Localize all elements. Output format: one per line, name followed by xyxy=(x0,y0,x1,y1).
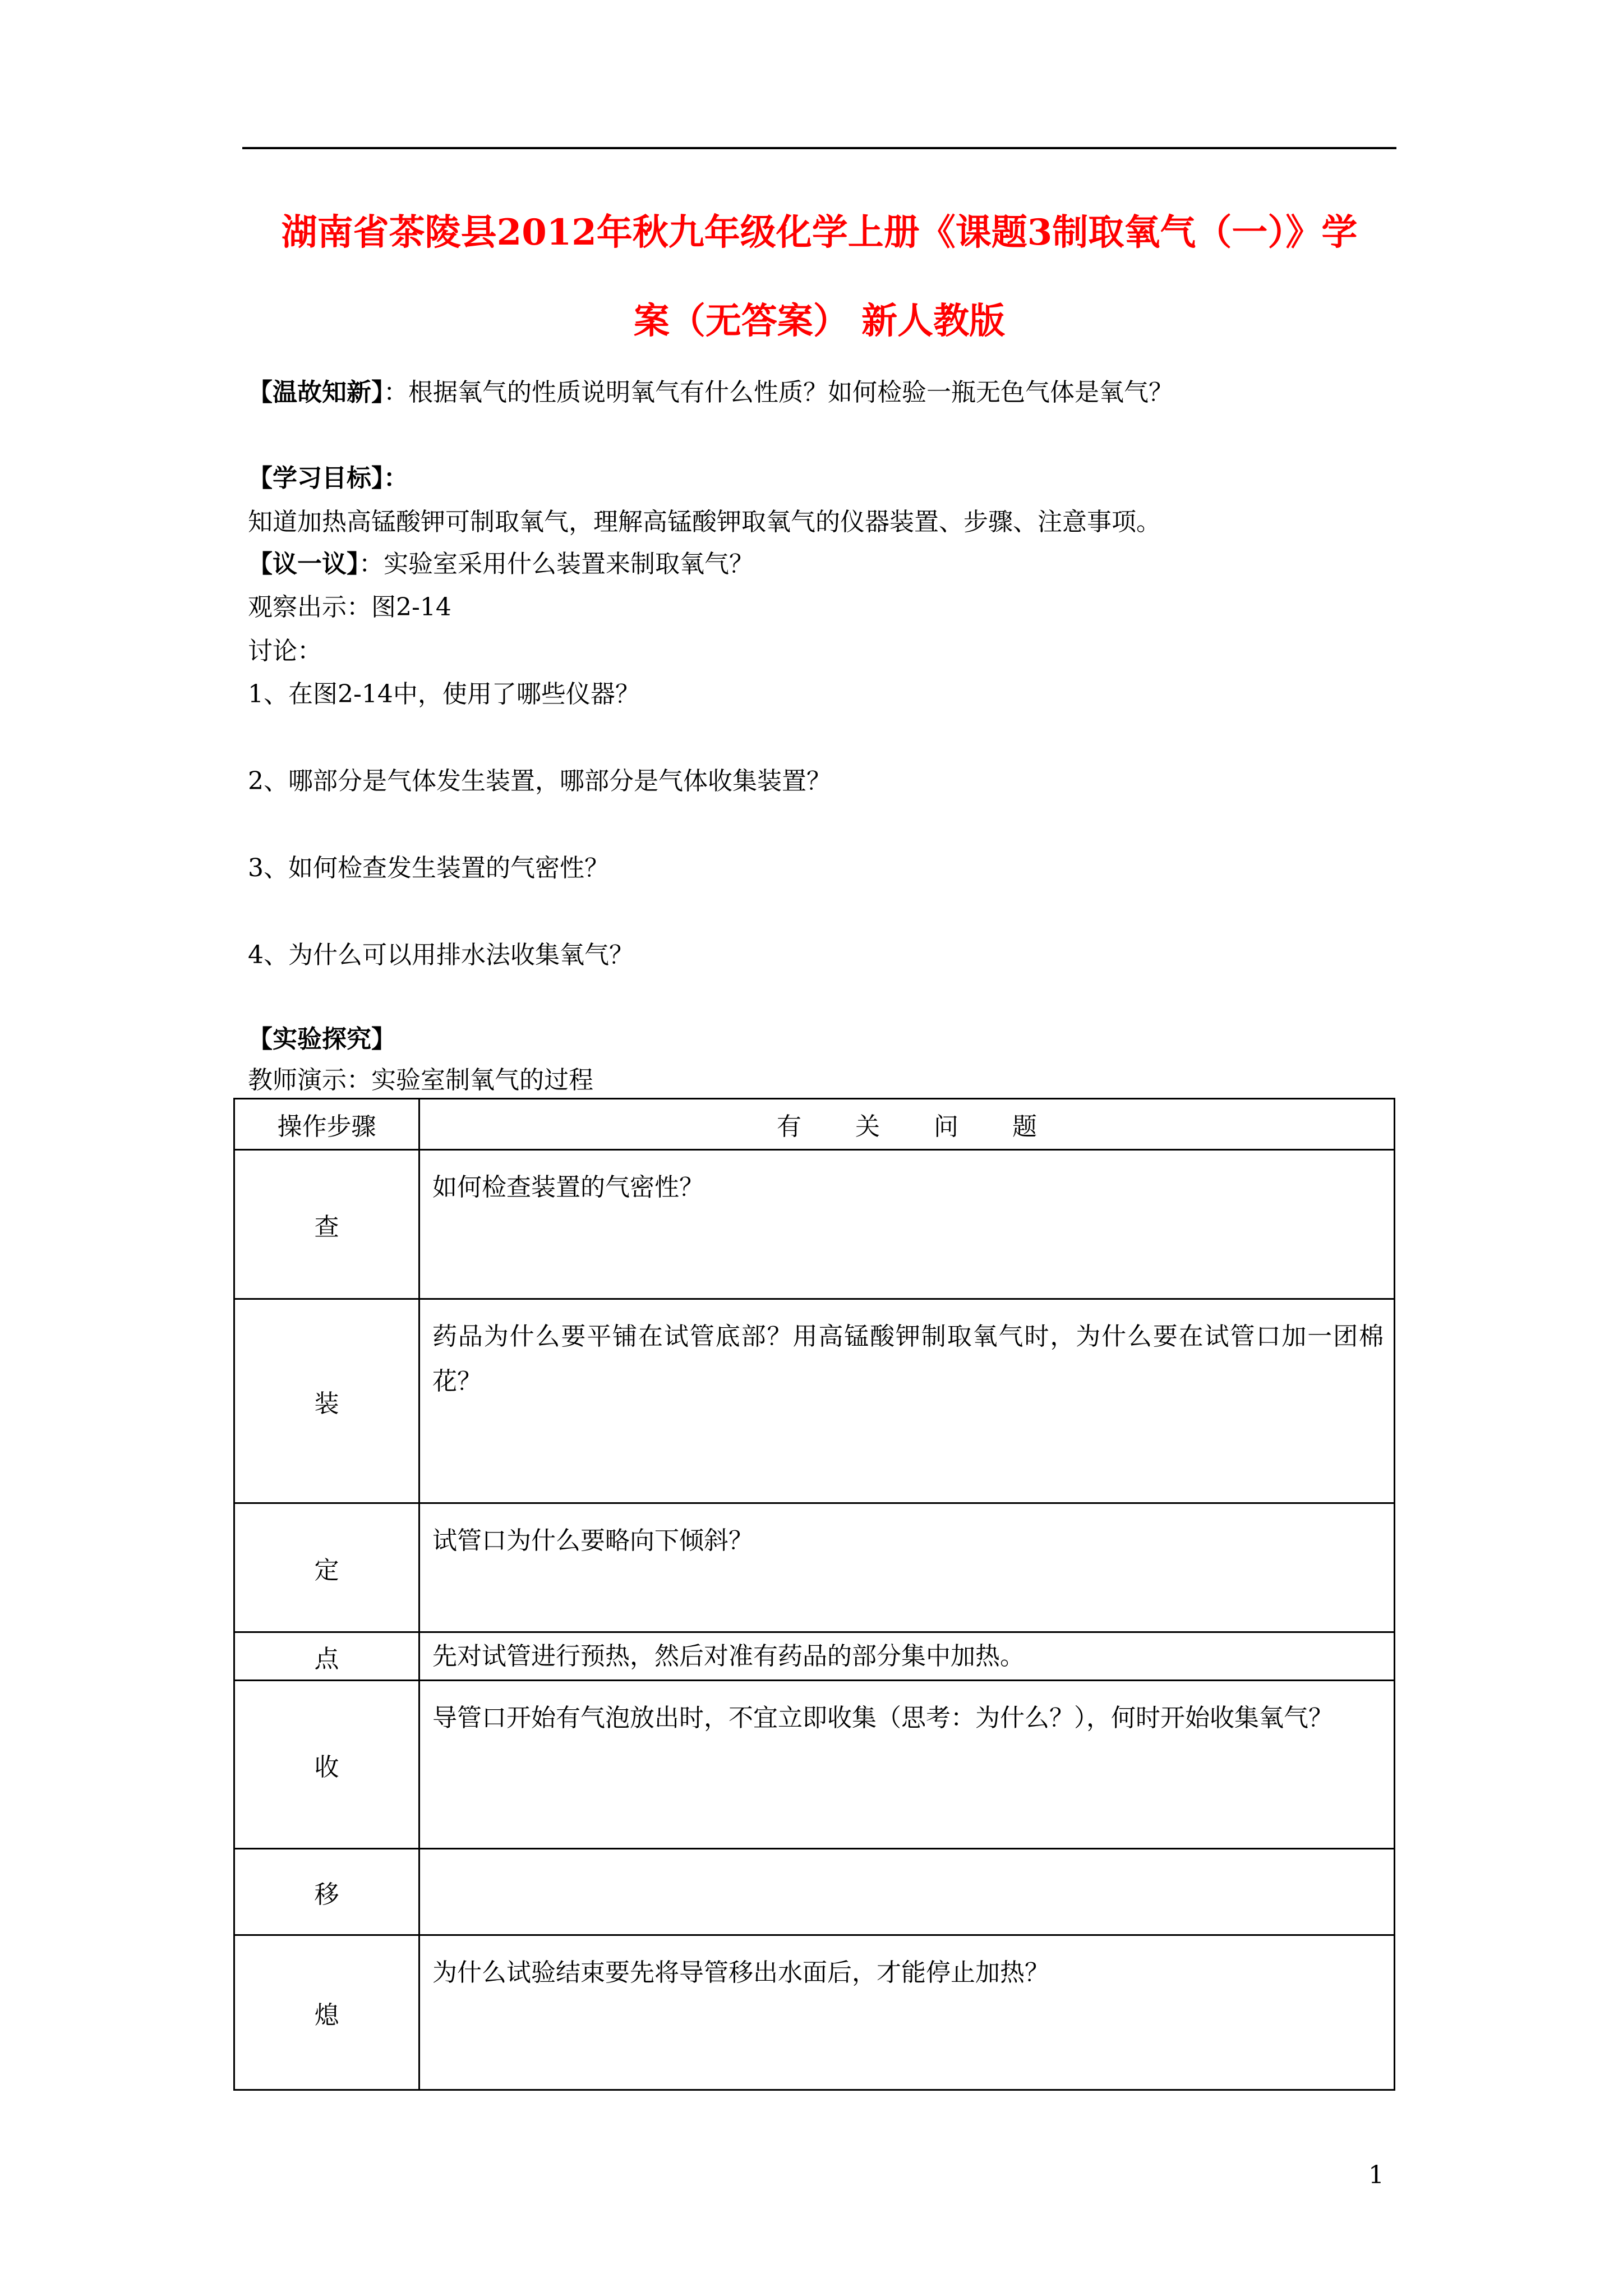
step-cell: 移 xyxy=(234,1849,419,1935)
question-text: 先对试管进行预热，然后对准有药品的部分集中加热。 xyxy=(432,1641,1025,1671)
objectives-heading xyxy=(248,463,408,494)
question-cell xyxy=(419,1849,1395,1935)
discussion-text: ：实验室采用什么装置来制取氧气？ xyxy=(359,550,754,578)
question-cell xyxy=(419,1299,1395,1503)
demo-line: 教师演示：实验室制氧气的过程 xyxy=(248,1066,593,1094)
observe-line: 观察出示：图2-14 xyxy=(248,593,451,622)
step-cell: 查 xyxy=(234,1150,419,1299)
question-cell xyxy=(419,1632,1395,1681)
question-text: 试管口为什么要略向下倾斜？ xyxy=(432,1526,753,1555)
procedure-table xyxy=(233,1098,1395,2091)
question-2: 2、哪部分是气体发生装置，哪部分是气体收集装置？ xyxy=(248,767,831,795)
question-4: 4、为什么可以用排水法收集氧气？ xyxy=(248,941,634,969)
discuss-label: 讨论： xyxy=(248,637,322,665)
review-text: ：根据氧气的性质说明氧气有什么性质？如何检验一瓶无色气体是氧气？ xyxy=(384,378,1173,407)
header-question-text: 有关问题 xyxy=(777,1112,1091,1141)
discussion-section xyxy=(248,549,754,580)
discussion-label: 【议一议】 xyxy=(248,550,359,578)
question-cell xyxy=(419,1150,1395,1299)
page-number: 1 xyxy=(1368,2161,1384,2189)
title-line-1: 湖南省茶陵县2012年秋九年级化学上册《课题3制取氧气（一）》学 xyxy=(281,211,1358,254)
step-cell: 熄 xyxy=(234,1935,419,2090)
step-cell: 收 xyxy=(234,1681,419,1849)
objectives-colon: ： xyxy=(384,464,408,493)
question-cell xyxy=(419,1935,1395,2090)
table-row xyxy=(234,1935,1395,2090)
title-line-2: 案（无答案） 新人教版 xyxy=(633,300,1006,342)
table-row xyxy=(234,1632,1395,1681)
question-text: 导管口开始有气泡放出时，不宜立即收集（思考：为什么？），何时开始收集氧气？ xyxy=(432,1704,1333,1732)
question-text xyxy=(420,1849,1394,1864)
question-text: 药品为什么要平铺在试管底部？用高锰酸钾制取氧气时，为什么要在试管口加一团棉花？ xyxy=(432,1322,1384,1396)
step-cell: 定 xyxy=(234,1503,419,1632)
question-1: 1、在图2-14中，使用了哪些仪器？ xyxy=(248,680,640,708)
objectives-label: 【学习目标】 xyxy=(248,464,384,493)
experiment-label: 【实验探究】 xyxy=(248,1025,396,1053)
table-row xyxy=(234,1849,1395,1935)
table-header-row xyxy=(234,1099,1395,1150)
review-label: 【温故知新】 xyxy=(248,378,384,407)
question-cell xyxy=(419,1503,1395,1632)
question-cell xyxy=(419,1681,1395,1849)
experiment-heading xyxy=(248,1024,396,1055)
review-section xyxy=(248,377,1173,408)
header-step: 操作步骤 xyxy=(234,1099,419,1150)
step-cell: 点 xyxy=(234,1632,419,1681)
header-rule xyxy=(242,147,1396,149)
question-text: 为什么试验结束要先将导管移出水面后，才能停止加热？ xyxy=(432,1958,1049,1987)
table-row xyxy=(234,1681,1395,1849)
table-row xyxy=(234,1299,1395,1503)
table-row xyxy=(234,1503,1395,1632)
step-cell: 装 xyxy=(234,1299,419,1503)
table-row xyxy=(234,1150,1395,1299)
objectives-text: 知道加热高锰酸钾可制取氧气，理解高锰酸钾取氧气的仪器装置、步骤、注意事项。 xyxy=(248,508,1161,536)
question-text: 如何检查装置的气密性？ xyxy=(432,1173,704,1202)
header-question xyxy=(419,1099,1395,1150)
question-3: 3、如何检查发生装置的气密性？ xyxy=(248,854,609,882)
